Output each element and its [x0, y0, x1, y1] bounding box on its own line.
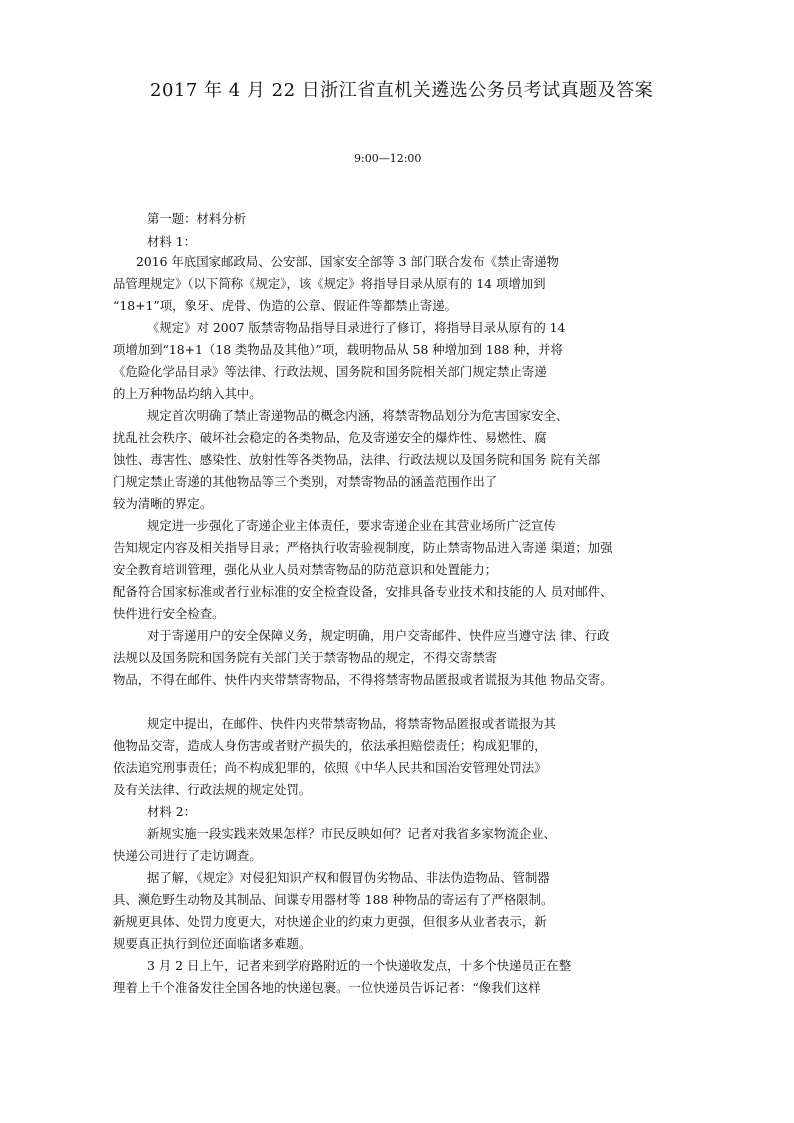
text-line: 较为清晰的界定。	[113, 496, 213, 511]
text-line: 配备符合国家标准或者行业标准的安全检查设备，安排具备专业技术和技能的人 员对邮件、	[113, 584, 613, 599]
text-line: 及有关法律、行政法规的规定处罚。	[113, 782, 312, 797]
text-line: 物品，不得在邮件、快件内夹带禁寄物品，不得将禁寄物品匿报或者谎报为其他 物品交寄。	[113, 672, 613, 687]
text-line: 项增加到“18+1（18 类物品及其他）”项，载明物品从 58 种增加到 188 种，并将	[113, 342, 563, 357]
text-line: 告知规定内容及相关指导目录；严格执行收寄验视制度，防止禁寄物品进入寄递 渠道；加强	[113, 540, 613, 555]
text-line: 规定中提出，在邮件、快件内夹带禁寄物品，将禁寄物品匿报或者谎报为其	[147, 716, 556, 731]
text-line: 规定首次明确了禁止寄递物品的概念内涵，将禁寄物品划分为危害国家安全、	[147, 408, 569, 423]
material-label: 材料 1：	[147, 234, 196, 249]
text-line: 快件进行安全检查。	[113, 606, 225, 621]
material-label: 材料 2：	[147, 804, 196, 819]
text-line: 品管理规定》（以下简称《规定》，该《规定》将指导目录从原有的 14 项增加到	[113, 276, 546, 291]
text-line: 规定进一步强化了寄递企业主体责任，要求寄递企业在其营业场所广泛宣传	[147, 518, 556, 533]
text-line: 具、濒危野生动物及其制品、间谍专用器材等 188 种物品的寄运有了严格限制。	[113, 892, 554, 907]
text-line: “18+1”项，象牙、虎骨、伪造的公章、假证件等都禁止寄递。	[113, 298, 458, 313]
text-line: 蚀性、毒害性、感染性、放射性等各类物品，法律、行政法规以及国务院和国务 院有关部	[113, 452, 601, 467]
text-line: 对于寄递用户的安全保障义务，规定明确，用户交寄邮件、快件应当遵守法 律、行政	[147, 628, 610, 643]
text-line: 据了解，《规定》对侵犯知识产权和假冒伪劣物品、非法伪造物品、管制器	[147, 870, 550, 885]
document-title: 2017 年 4 月 22 日浙江省直机关遴选公务员考试真题及答案	[150, 80, 654, 101]
text-line: 2016 年底国家邮政局、公安部、国家安全部等 3 部门联合发布《禁止寄递物	[136, 254, 559, 269]
text-line: 法规以及国务院和国务院有关部门关于禁寄物品的规定，不得交寄禁寄	[113, 650, 498, 665]
text-line: 依法追究刑事责任；尚不构成犯罪的，依照《中华人民共和国治安管理处罚法》	[113, 760, 547, 775]
text-line: 门规定禁止寄递的其他物品等三个类别，对禁寄物品的涵盖范围作出了	[113, 474, 498, 489]
text-line: 新规实施一段实践来效果怎样？市民反映如何？记者对我省多家物流企业、	[147, 826, 556, 841]
text-line: 快递公司进行了走访调查。	[113, 848, 262, 863]
text-line: 他物品交寄，造成人身伤害或者财产损失的，依法承担赔偿责任；构成犯罪的，	[113, 738, 547, 753]
text-line: 扰乱社会秩序、破坏社会稳定的各类物品，危及寄递安全的爆炸性、易燃性、腐	[113, 430, 547, 445]
text-line: 的上万种物品均纳入其中。	[113, 386, 262, 401]
text-line: 《危险化学品目录》等法律、行政法规、国务院和国务院相关部门规定禁止寄递	[113, 364, 547, 379]
text-line: 《规定》对 2007 版禁寄物品指导目录进行了修订，将指导目录从原有的 14	[147, 320, 566, 335]
section-heading: 第一题：材料分析	[147, 211, 247, 226]
text-line: 规要真正执行到位还面临诸多难题。	[113, 936, 312, 951]
text-line: 新规更具体、处罚力度更大，对快递企业的约束力更强，但很多从业者表示，新	[113, 914, 547, 929]
exam-time: 9:00—12:00	[354, 152, 422, 165]
text-line: 3 月 2 日上午，记者来到学府路附近的一个快递收发点，十多个快递员正在整	[147, 958, 572, 973]
text-line: 安全教育培训管理，强化从业人员对禁寄物品的防范意识和处置能力；	[113, 562, 498, 577]
text-line: 理着上千个准备发往全国各地的快递包裹。一位快递员告诉记者：“像我们这样	[113, 980, 541, 995]
